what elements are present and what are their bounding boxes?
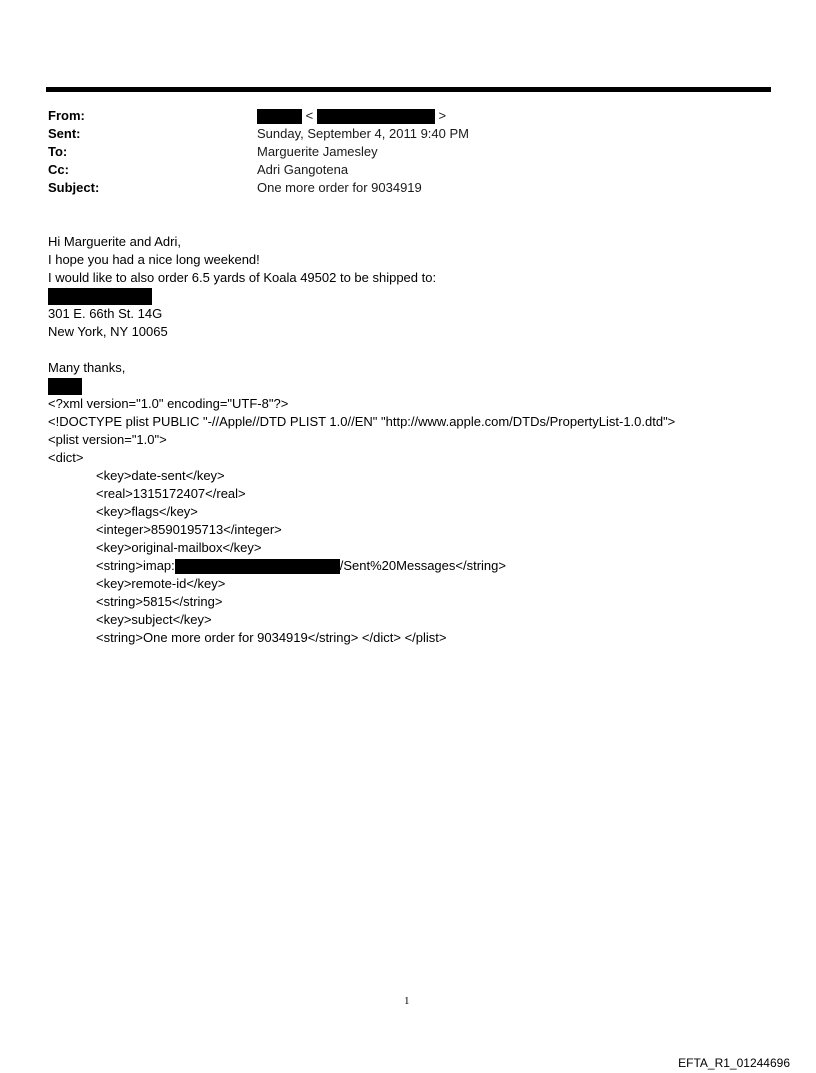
plist-line: <real>1315172407</real> <box>96 486 246 501</box>
redacted-signature-line <box>48 377 675 395</box>
closing: Many thanks, <box>48 360 126 375</box>
imap-suffix: /Sent%20Messages</string> <box>339 558 506 573</box>
redaction-box <box>48 378 82 395</box>
plist-line: <key>date-sent</key> <box>96 468 225 483</box>
plist-line: <?xml version="1.0" encoding="UTF-8"?> <box>48 396 289 411</box>
to-label: To: <box>48 144 68 159</box>
cc-value: Adri Gangotena <box>257 162 349 177</box>
plist-line: <key>original-mailbox</key> <box>96 540 262 555</box>
from-gt: > <box>438 108 447 123</box>
plist-line: <string>5815</string> <box>96 594 223 609</box>
body-line: I hope you had a nice long weekend! <box>48 252 260 267</box>
redaction-box <box>175 559 340 574</box>
sent-label: Sent: <box>48 126 81 141</box>
from-label: From: <box>48 108 85 123</box>
address-line: 301 E. 66th St. 14G <box>48 306 163 321</box>
plist-line: <plist version="1.0"> <box>48 432 167 447</box>
plist-line: <string>One more order for 9034919</string> </dict> </plist> <box>96 630 447 645</box>
address-line: New York, NY 10065 <box>48 324 168 339</box>
subject-value: One more order for 9034919 <box>257 180 422 195</box>
plist-line: <integer>8590195713</integer> <box>96 522 282 537</box>
plist-line: <key>flags</key> <box>96 504 198 519</box>
plist-line: <key>subject</key> <box>96 612 212 627</box>
from-value <box>257 107 446 125</box>
redaction-box <box>48 288 152 305</box>
greeting: Hi Marguerite and Adri, <box>48 234 181 249</box>
plist-line: <dict> <box>48 450 84 465</box>
plist-line: <!DOCTYPE plist PUBLIC "-//Apple//DTD PLIST 1.0//EN" "http://www.apple.com/DTDs/PropertyList-1.0.dtd"> <box>48 414 676 429</box>
body-line: I would like to also order 6.5 yards of Koala 49502 to be shipped to: <box>48 270 437 285</box>
spacer <box>48 341 675 359</box>
redacted-name-line <box>48 287 675 305</box>
page-number: 1 <box>404 995 410 1007</box>
sent-value: Sunday, September 4, 2011 9:40 PM <box>257 126 469 141</box>
to-value: Marguerite Jamesley <box>257 144 378 159</box>
email-body <box>48 233 675 647</box>
imap-prefix: <string>imap: <box>96 558 175 573</box>
redaction-box <box>317 109 435 124</box>
plist-line: <key>remote-id</key> <box>96 576 226 591</box>
redaction-box <box>257 109 302 124</box>
from-lt: < <box>305 108 314 123</box>
subject-label: Subject: <box>48 180 100 195</box>
header-rule <box>46 87 771 92</box>
plist-line-mailbox <box>48 557 675 575</box>
document-id: EFTA_R1_01244696 <box>678 1056 790 1070</box>
cc-label: Cc: <box>48 162 69 177</box>
